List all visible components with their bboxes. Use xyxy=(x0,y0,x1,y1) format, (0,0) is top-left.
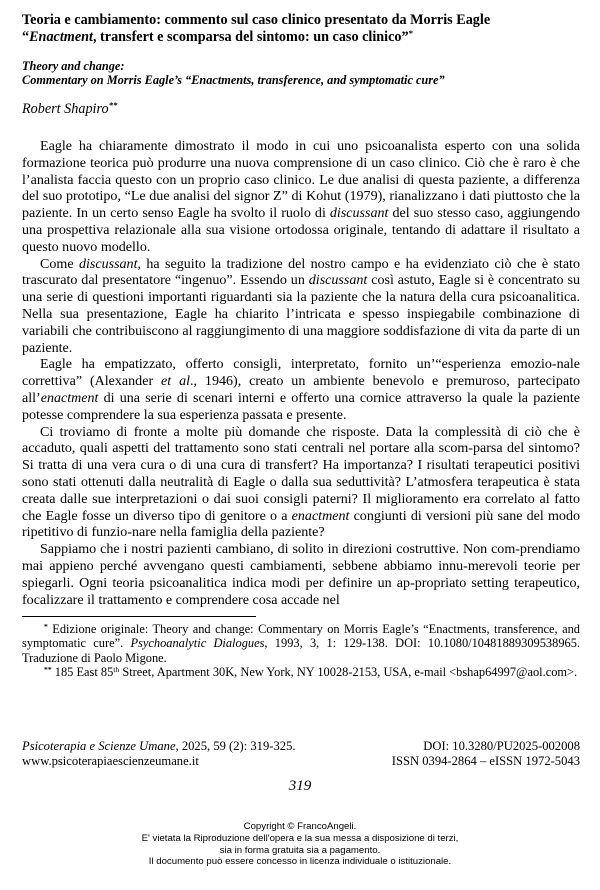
page-number: 319 xyxy=(288,778,312,794)
footnote-1: * Edizione originale: Theory and change: Commentary on Morris Eagle’s “Enactments, transference, and symptomatic cure”. Psychoanalytic Dialogues, 1993, 3, 1: 129-138. DOI: 10.1080/10481889309538965. Traduzione di Paolo Migone. xyxy=(22,621,581,665)
paragraph-5: Sappiamo che i nostri pazienti cambiano, di solito in direzioni costruttive. Non com-prendiamo mai appieno perché avvengano questi cambiamenti, sebbene abbiamo innu-merevoli teorie per spiegarli. Ogni teoria psicoanalitica indica modi per definire un ap-propriato setting terapeutico, focalizzare il trattamento e comprendere cosa accade nel xyxy=(22,541,580,608)
author-name: Robert Shapiro** xyxy=(22,100,118,117)
paragraph-2: Come discussant, ha seguito la tradizione del nostro campo e ha evidenziato ciò che è stato trascurato dal presentatore “ingenuo”. Essendo un discussant così astuto, Eagle si è concentrato su una serie di questioni importanti riguardanti sia la paziente che la natura della cura psicoanalitica. Nella sua presentazione, Eagle ha chiarito l’intricata e spesso inspiegabile combinazione di variabili che contribuiscono al raggiungimento di una maggiore soddisfazione di vita da parte di un paziente. xyxy=(22,255,580,356)
footnote-2: ** 185 East 85th Street, Apartment 30K, New York, NY 10028-2153, USA, e-mail <bshap64997@aol.com>. xyxy=(44,665,578,680)
title-footnote-mark: * xyxy=(408,28,413,39)
journal-website: www.psicoterapiaescienzeumane.it xyxy=(22,754,199,769)
english-subtitle xyxy=(22,59,582,87)
copyright-line-1: Copyright © FrancoAngeli. xyxy=(243,821,357,832)
paragraph-4: Ci troviamo di fronte a molte più domande che risposte. Data la complessità di ciò che è accaduto, quali aspetti del trattamento sono stati centrali nel portare alla scom-parsa del sintomo? Si tratta di una vera cura o di una cura di transfert? Ha importanza? I risultati terapeutici positivi sono stati ottenuti dalla neutralità di Eagle o dalla sua seduttività? L’atmosfera terapeutica è stata creata dalle sue interpretazioni o dai suoi consigli paterni? Il miglioramento era correlato al fatto che Eagle fosse un diverso tipo di genitore o a enactment congiunti di versioni più sane del modo ripetitivo di funzio-nare nella famiglia della paziente? xyxy=(22,423,580,541)
title-line-2: “Enactment, transfert e scomparsa del sintomo: un caso clinico”* xyxy=(22,28,413,45)
copyright-line-2: E' vietata la Riproduzione dell'opera e la sua messa a disposizione di terzi, xyxy=(141,832,459,844)
copyright-notice xyxy=(0,821,600,868)
article-title xyxy=(22,12,582,46)
title-line-1: Teoria e cambiamento: commento sul caso clinico presentato da Morris Eagle xyxy=(22,12,491,28)
copyright-line-3: sia in forma gratuita sia a pagamento. xyxy=(219,844,381,856)
author-footnote-mark: ** xyxy=(108,100,118,111)
subtitle-line-1: Theory and change: xyxy=(22,59,125,73)
subtitle-line-2: Commentary on Morris Eagle’s “Enactments, transference, and symptomatic cure” xyxy=(22,73,445,87)
copyright-line-4: Il documento può essere concesso in licenza individuale o istituzionale. xyxy=(148,856,452,868)
imprint-row-2 xyxy=(22,754,580,769)
paragraph-1: Eagle ha chiaramente dimostrato il modo in cui uno psicoanalista esperto con una solida formazione teorica può produrre una nuova comprensione di un caso clinico. Ciò che è raro è che l’analista faccia questo con un proprio caso clinico. Le due analisi di questa paziente, a differenza del suo prototipo, “Le due analisi del signor Z” di Kohut (1979), rianalizzano i dati piuttosto che la paziente. In un certo senso Eagle ha svolto il ruolo di discussant del suo stesso caso, aggiungendo una prospettiva relazionale alla sua visione ortodossa originale, tentando di adattare il risultato a questo nuovo modello. xyxy=(22,138,580,255)
imprint-row-1 xyxy=(22,739,580,754)
footnotes xyxy=(22,622,580,680)
journal-imprint xyxy=(22,739,580,770)
title-enactment-term: Enactment xyxy=(29,29,93,45)
issn: ISSN 0394-2864 – eISSN 1972-5043 xyxy=(391,754,580,769)
article-body xyxy=(22,138,580,608)
doi: DOI: 10.3280/PU2025-002008 xyxy=(423,739,580,753)
footnote-divider xyxy=(22,616,256,617)
journal-citation: Psicoterapia e Scienze Umane, 2025, 59 (2): 319-325. xyxy=(22,739,296,753)
paragraph-3: Eagle ha empatizzato, offerto consigli, interpretato, fornito un’“esperienza emozio-nale correttiva” (Alexander et al., 1946), creato un ambiente benevolo e premuroso, partecipato all’enactment di una serie di scenari interni e offerto una cornice attraverso la quale la paziente potesse comprendere la sua esperienza passata e presente. xyxy=(22,356,581,423)
